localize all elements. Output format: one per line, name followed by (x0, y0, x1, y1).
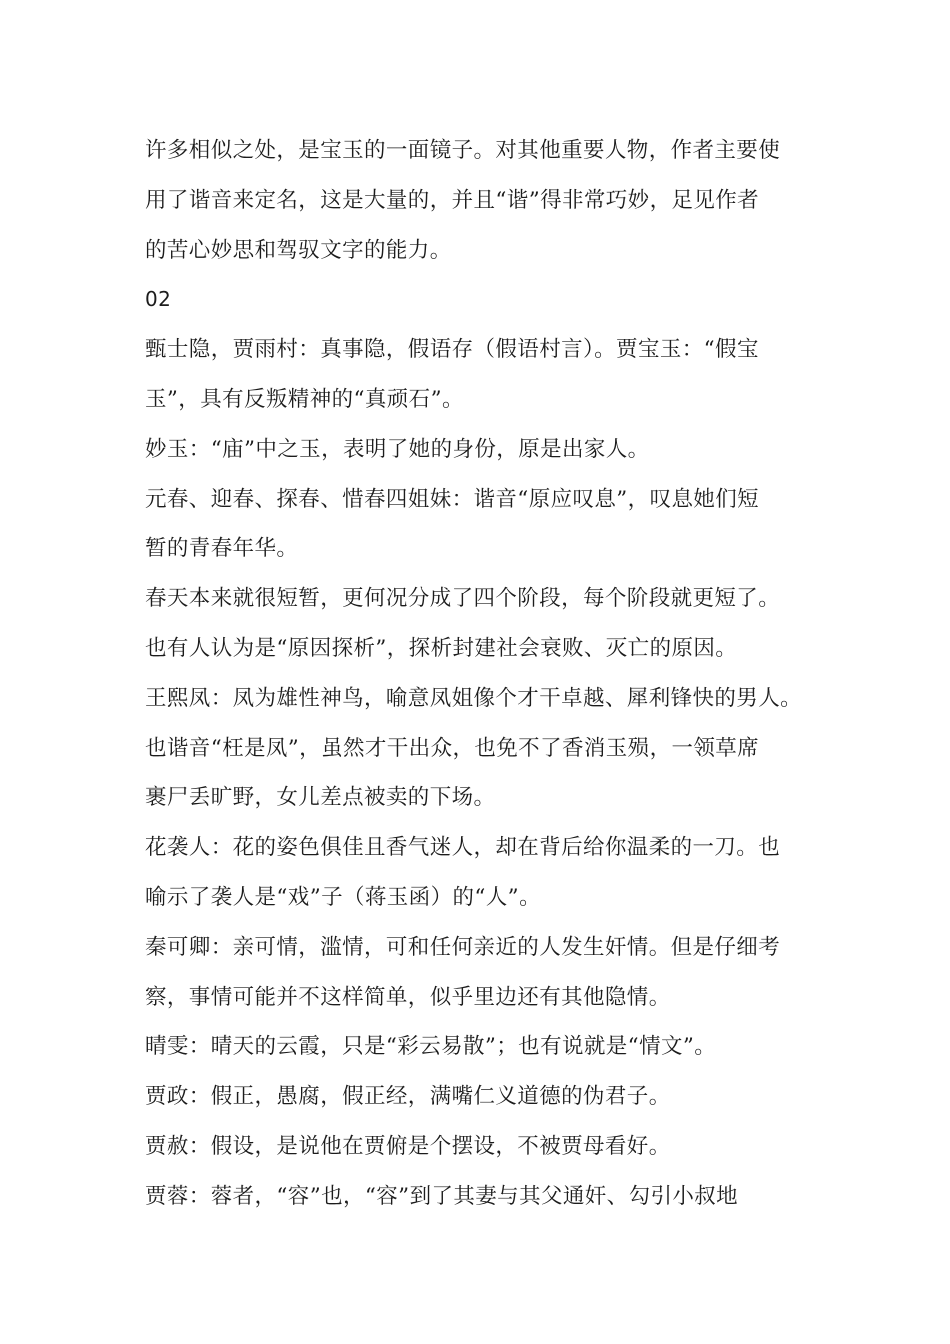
text-line: 贾蓉：蓉者，“容”也，“容”到了其妻与其父通奸、勾引小叔地 (145, 1183, 739, 1209)
text-line: 晴雯：晴天的云霞，只是“彩云易散”；也有说就是“情文”。 (145, 1034, 717, 1060)
text-line: 裹尸丢旷野，女儿差点被卖的下场。 (145, 785, 496, 811)
text-line: 元春、迎春、探春、惜春四姐妹：谐音“原应叹息”，叹息她们短 (145, 486, 760, 512)
text-line: 也谐音“枉是凤”，虽然才干出众，也免不了香消玉殒，一领草席 (145, 735, 760, 761)
text-line: 妙玉：“庙”中之玉，表明了她的身份，原是出家人。 (145, 436, 650, 462)
text-line: 许多相似之处，是宝玉的一面镜子。对其他重要人物，作者主要使 (145, 138, 781, 163)
text-line: 春天本来就很短暂，更何况分成了四个阶段，每个阶段就更短了。 (145, 586, 781, 612)
text-line: 用了谐音来定名，这是大量的，并且“谐”得非常巧妙，足见作者 (145, 187, 760, 213)
text-line: 也有人认为是“原因探析”，探析封建社会衰败、灭亡的原因。 (145, 635, 738, 661)
document-body (145, 126, 825, 1222)
section-number: 02 (145, 287, 172, 312)
text-line: 秦可卿：亲可情，滥情，可和任何亲近的人发生奸情。但是仔细考 (145, 934, 781, 960)
text-line: 贾政：假正，愚腐，假正经，满嘴仁义道德的伪君子。 (145, 1084, 671, 1110)
text-line: 贾赦：假设，是说他在贾俯是个摆设，不被贾母看好。 (145, 1133, 671, 1159)
text-line: 察，事情可能并不这样简单，似乎里边还有其他隐情。 (145, 984, 671, 1010)
text-line: 王熙凤：凤为雄性神鸟，喻意凤姐像个才干卓越、犀利锋快的男人。 (145, 685, 803, 711)
text-line: 甄士隐，贾雨村：真事隐，假语存（假语村言）。贾宝玉：“假宝 (145, 337, 759, 363)
text-line: 喻示了袭人是“戏”子（蒋玉函）的“人”。 (145, 884, 541, 910)
text-line: 的苦心妙思和驾驭文字的能力。 (145, 237, 452, 263)
text-line: 玉”，具有反叛精神的“真顽石”。 (145, 386, 464, 412)
text-line: 暂的青春年华。 (145, 536, 299, 562)
text-line: 花袭人：花的姿色俱佳且香气迷人，却在背后给你温柔的一刀。也 (145, 835, 781, 861)
